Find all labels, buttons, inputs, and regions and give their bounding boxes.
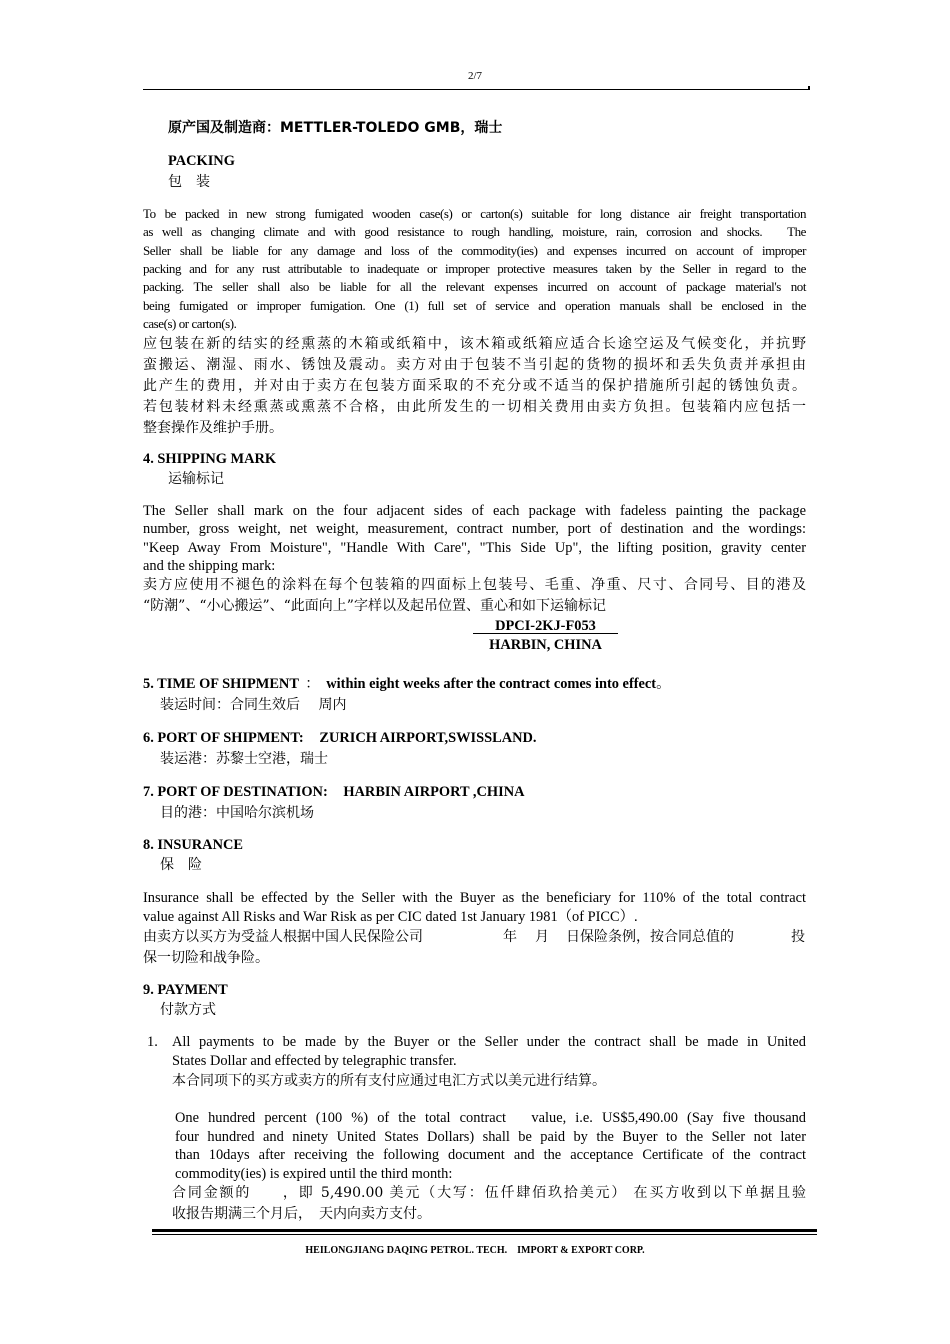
port-of-shipment (143, 729, 536, 747)
shipping-mark-text-line: number, gross weight, net weight, measurement, contract number, port of destination and the wordings: (143, 521, 806, 537)
payment-para-line: One hundred percent (100 %) of the total contract value, i.e. US$5,490.00 (Say five thousand (175, 1110, 806, 1126)
packing-cn-line: 此产生的费用，并对由于卖方在包装方面采取的不充分或不适当的保护措施所引起的锈蚀负责。 (143, 378, 806, 394)
payment-para-cn-line: 合同金额的 ，即 5,490.00 美元（大写：伍仟肆佰玖拾美元） 在买方收到以下单据且验 (172, 1185, 806, 1201)
insurance-text-line: value against All Risks and War Risk as per CIC dated 1st January 1981（of PICC）. (143, 909, 638, 925)
insurance-cn-part: 投 (791, 929, 805, 945)
payment-item-number: 1. (147, 1034, 158, 1050)
header-rule (143, 89, 810, 90)
insurance-cn-part: 月 (535, 929, 549, 945)
time-of-shipment-cn: 装运时间：合同生效后 周内 (160, 697, 347, 713)
shipping-mark-cn-line: “防潮”、“小心搬运”、“此面向上”字样以及起吊位置、重心和如下运输标记 (143, 598, 606, 614)
shipping-mark-text-line: and the shipping mark: (143, 558, 276, 574)
shipping-mark-cn-line: 卖方应使用不褪色的涂料在每个包装箱的四面标上包装号、毛重、净重、尺寸、合同号、目的港及 (143, 577, 806, 593)
shipping-mark-title-cn: 运输标记 (168, 471, 224, 487)
packing-cn-line: 整套操作及维护手册。 (143, 420, 283, 436)
packing-text-line: packing. The seller shall also be liable for all the relevant expenses incurred on account of package material's not (143, 279, 806, 294)
payment-para-line: four hundred and ninety United States Dollars) shall be paid by the Buyer to the Seller not later (175, 1129, 806, 1145)
port-of-shipment-value: ZURICH AIRPORT,SWISSLAND. (319, 730, 537, 746)
footer-company: HEILONGJIANG DAQING PETROL. TECH. IMPORT & EXPORT CORP. (305, 1245, 645, 1256)
port-of-shipment-label: 6. PORT OF SHIPMENT: (143, 730, 304, 746)
packing-text-line: packing and for any rust attributable to inadequate or improper protective measures taken by the Seller in regard to the (143, 261, 806, 276)
payment-para-line: commodity(ies) is expired until the third month: (175, 1166, 453, 1182)
time-of-shipment-sep: ： (305, 676, 320, 692)
footer-rule-thick (152, 1229, 817, 1232)
time-of-shipment-value: within eight weeks after the contract comes into effect (326, 676, 657, 692)
origin-line: 原产国及制造商：METTLER-TOLEDO GMB，瑞士 (168, 120, 503, 136)
payment-item-cn: 本合同项下的买方或卖方的所有支付应通过电汇方式以美元进行结算。 (172, 1073, 606, 1089)
packing-text-line: Seller shall be liable for any damage and loss of the commodity(ies) and expenses incurred on account of improper (143, 243, 806, 258)
packing-cn-line: 若包装材料未经熏蒸或熏蒸不合格，由此所发生的一切相关费用由卖方负担。包装箱内应包括一 (143, 399, 806, 415)
insurance-cn-part: 日保险条例，按合同总值的 (566, 929, 734, 945)
payment-title: 9. PAYMENT (143, 982, 228, 998)
packing-title: PACKING (168, 153, 235, 169)
payment-para-line: than 10days after receiving the following document and the acceptance Certificate of the contract (175, 1147, 806, 1163)
header-rule-tick (808, 86, 810, 90)
footer-rule-thin (152, 1234, 817, 1235)
packing-text-line: case(s) or carton(s). (143, 316, 237, 331)
packing-text-line: To be packed in new strong fumigated wooden case(s) or carton(s) suitable for long distance air freight transportation (143, 206, 806, 221)
shipping-mark-line-1: DPCI-2KJ-F053 (495, 618, 596, 634)
time-of-shipment (143, 675, 671, 693)
packing-cn-line: 蛮搬运、潮湿、雨水、锈蚀及震动。卖方对由于包装不当引起的货物的损坏和丢失负责并承担由 (143, 357, 806, 373)
packing-cn-line: 应包装在新的结实的经熏蒸的木箱或纸箱中，该木箱或纸箱应适合长途空运及气候变化，并抗野 (143, 336, 806, 352)
port-of-destination-cn: 目的港：中国哈尔滨机场 (160, 805, 314, 821)
packing-title-cn: 包 装 (168, 174, 210, 190)
insurance-text-line: Insurance shall be effected by the Seller with the Buyer as the beneficiary for 110% of the total contract (143, 890, 806, 906)
payment-item-text-line: States Dollar and effected by telegraphic transfer. (172, 1053, 457, 1069)
time-of-shipment-label: 5. TIME OF SHIPMENT (143, 676, 299, 692)
insurance-cn-part: 年 (503, 929, 517, 945)
packing-text-line: being fumigated or improper fumigation. One (1) full set of service and operation manuals shall be enclosed in the (143, 298, 806, 313)
payment-item-text-line: All payments to be made by the Buyer or the Seller under the contract shall be made in United (172, 1034, 806, 1050)
shipping-mark-title: 4. SHIPPING MARK (143, 451, 277, 467)
port-of-destination (143, 783, 524, 801)
time-of-shipment-end: 。 (656, 676, 671, 692)
shipping-mark-underline (473, 633, 618, 634)
insurance-title: 8. INSURANCE (143, 837, 243, 853)
shipping-mark-text-line: The Seller shall mark on the four adjacent sides of each package with fadeless painting the package (143, 503, 806, 519)
port-of-destination-label: 7. PORT OF DESTINATION: (143, 784, 328, 800)
insurance-cn-part: 由卖方以买方为受益人根据中国人民保险公司 (143, 929, 423, 945)
payment-para-cn-line: 收报告期满三个月后， 天内向卖方支付。 (172, 1206, 431, 1222)
insurance-cn-line: 保一切险和战争险。 (143, 950, 269, 966)
payment-title-cn: 付款方式 (160, 1002, 216, 1018)
shipping-mark-line-2: HARBIN, CHINA (489, 637, 602, 653)
port-of-shipment-cn: 装运港：苏黎士空港，瑞士 (160, 751, 328, 767)
packing-text-line: as well as changing climate and with good resistance to rough handling, moisture, rain, corrosion and shocks. The (143, 224, 806, 239)
page-number: 2/7 (467, 70, 483, 82)
insurance-title-cn: 保 险 (160, 857, 202, 873)
shipping-mark-text-line: "Keep Away From Moisture", "Handle With Care", "This Side Up", the lifting position, gravity center (143, 540, 806, 556)
port-of-destination-value: HARBIN AIRPORT ,CHINA (343, 784, 525, 800)
